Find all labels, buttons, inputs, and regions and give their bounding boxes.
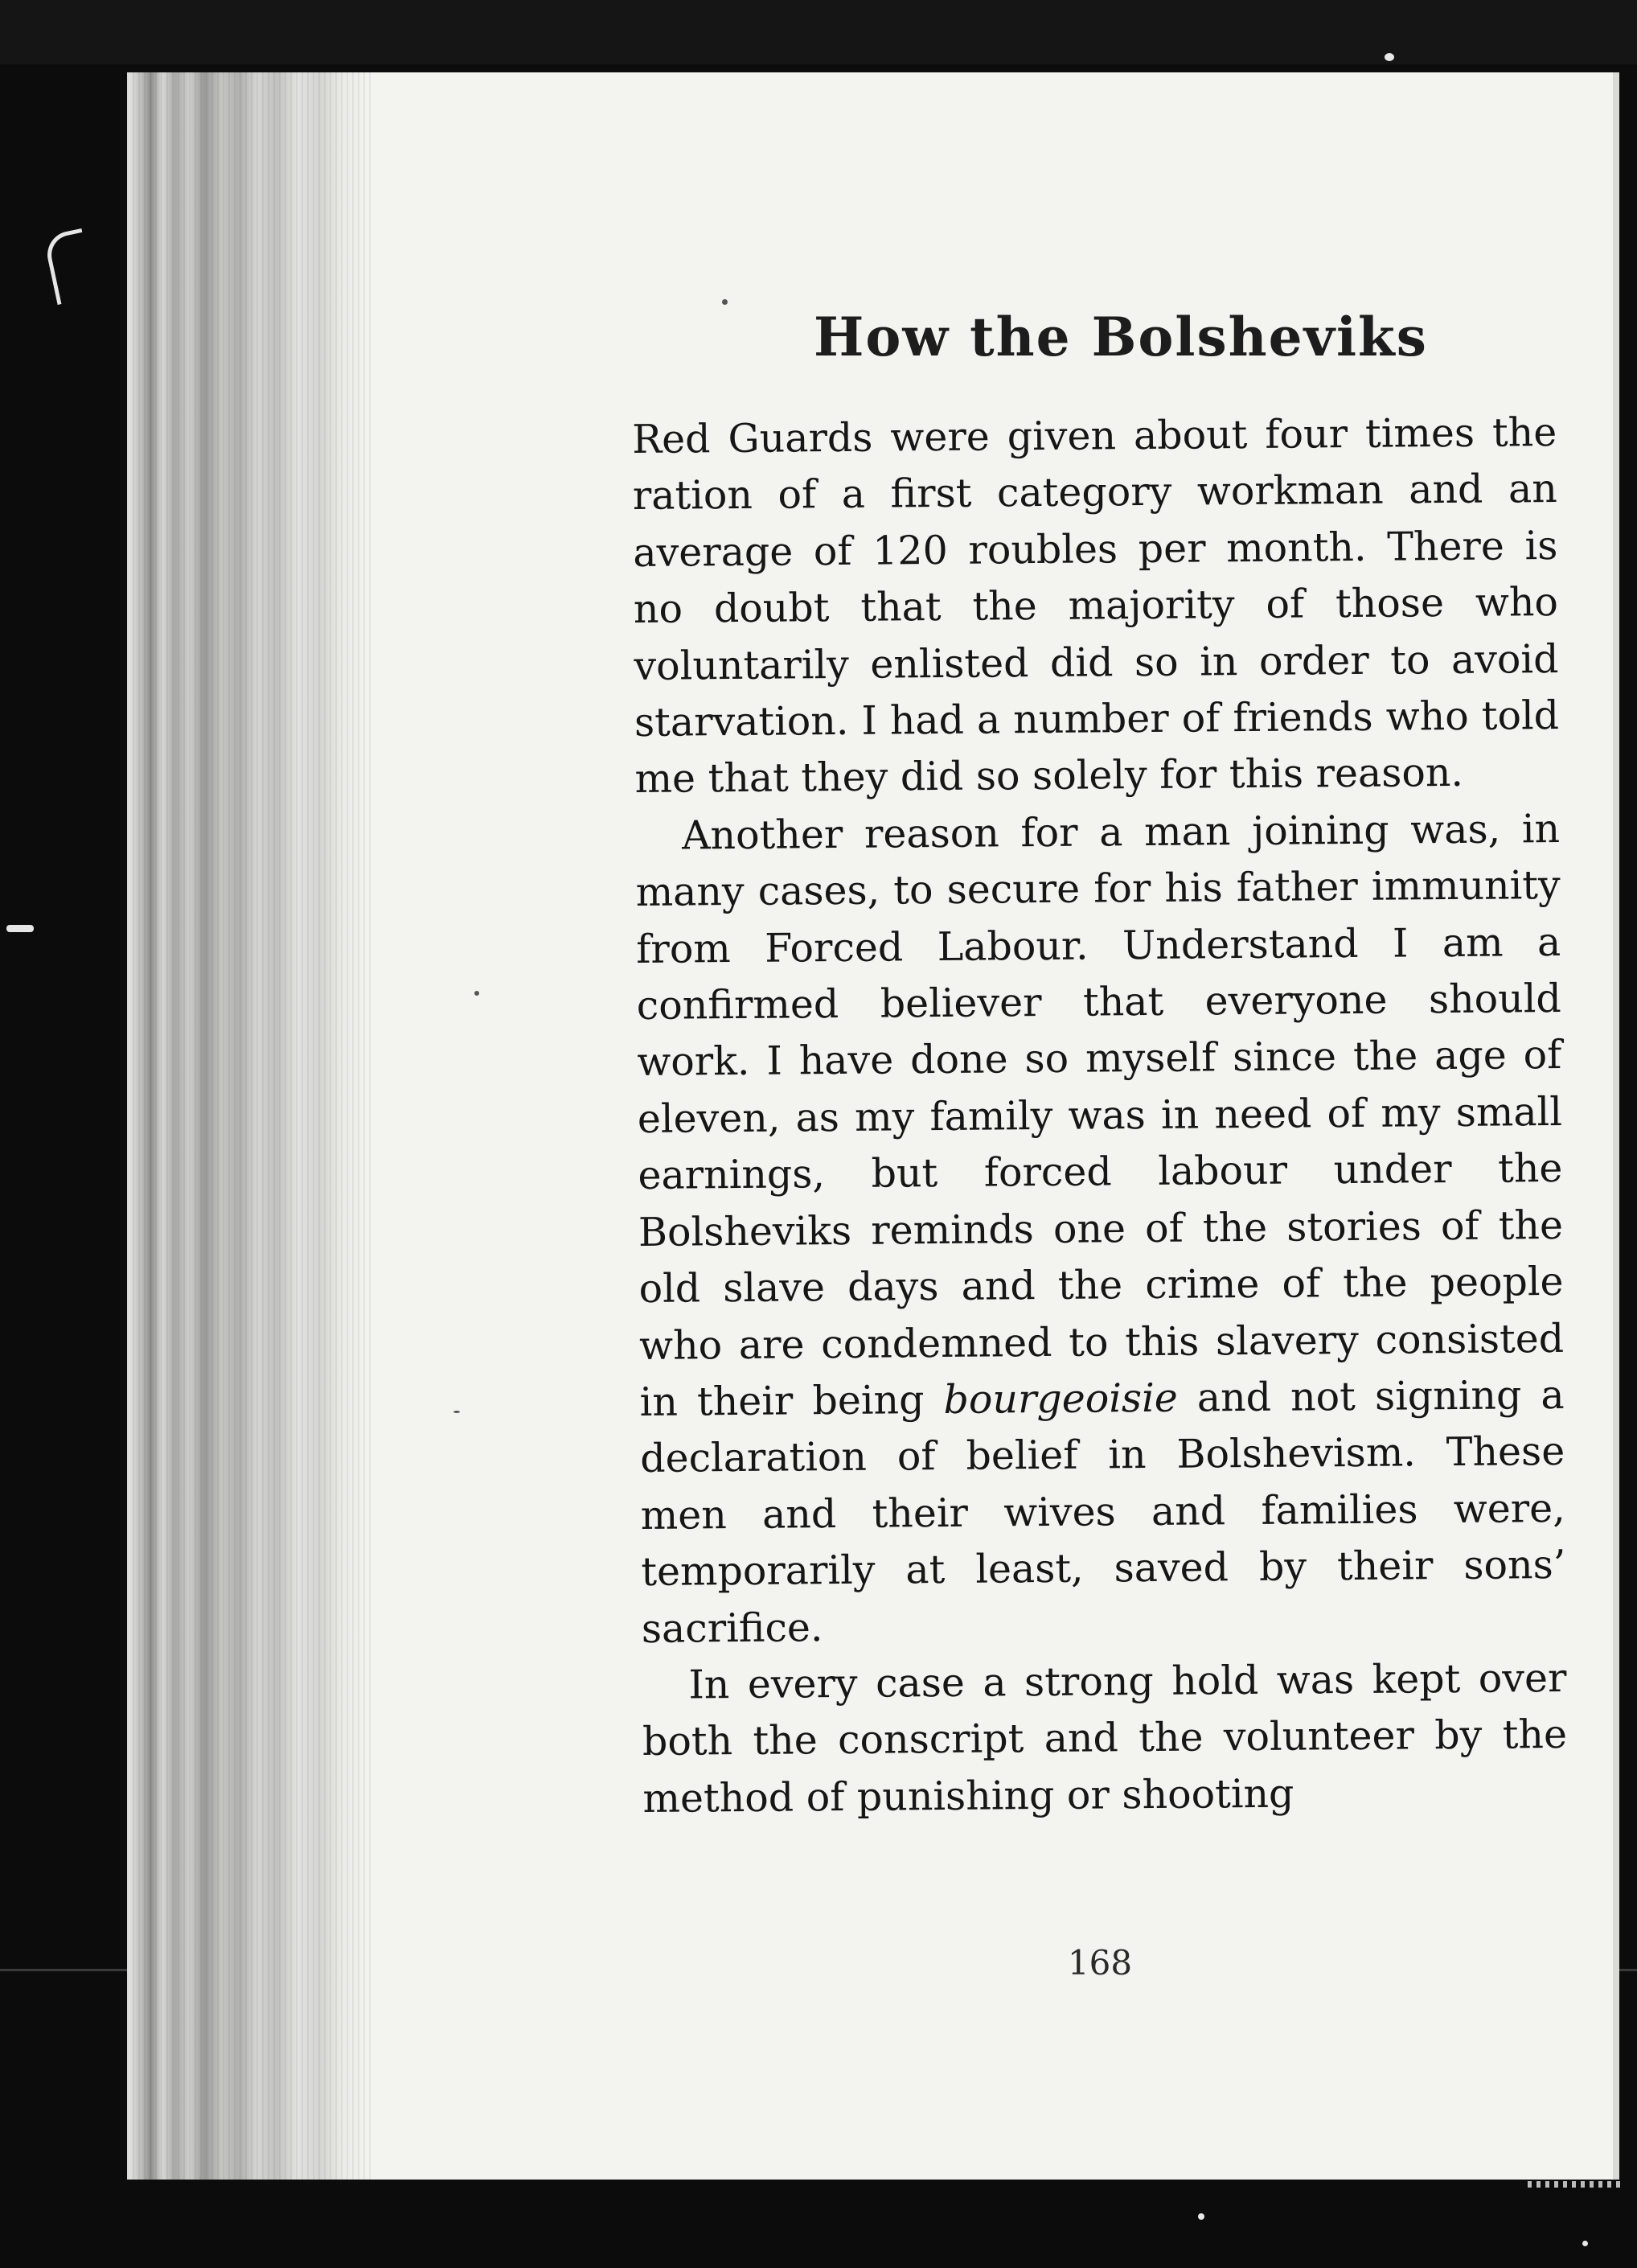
margin-tick-mark (6, 925, 34, 932)
page-speck (453, 1411, 460, 1413)
paragraph-forced-labour (635, 801, 1566, 1658)
page-edges-gutter (127, 72, 372, 2180)
paragraph-text-part: and not signing a declaration of belief in Bolshevism. These men and their wives and families were, temporarily at least, saved by their sons’ sacrifice. (640, 1371, 1566, 1652)
italic-term: bourgeoisie (943, 1374, 1178, 1423)
page-speck (722, 299, 728, 305)
scan-speck (1198, 2213, 1204, 2220)
page-right-edge (1613, 72, 1619, 2180)
running-head: How the Bolsheviks (814, 306, 1428, 368)
scan-edge-dots (1528, 2181, 1624, 2188)
margin-pencil-mark (43, 228, 96, 305)
page-number: 168 (1067, 1943, 1133, 1982)
body-text (632, 405, 1568, 1827)
paragraph-continuation: Red Guards were given about four times the ration of a first category workman and an average of 120 roubles per month. There is no doubt that the majority of those who voluntarily enlisted did so in order to avoid starvation. I had a number of friends who told me that they did so solely for this reason. (632, 409, 1560, 803)
paragraph-text-part: Another reason for a man joining was, in many cases, to secure for his father immunity from Forced Labour. Understand I am a confirmed believer that everyone should work. I have done so myself since the age of eleven, as my family was in need of my small earnings, but forced labour under the Bolsheviks reminds one of the stories of the old slave days and the crime of the people who are condemned to this slavery consisted in their being (635, 805, 1565, 1425)
scan-speck (1385, 53, 1394, 61)
page-speck (474, 991, 479, 996)
scan-speck (1582, 2241, 1588, 2246)
paragraph-control: In every case a strong hold was kept over both the conscript and the volunteer by the method of punishing or shooting (642, 1654, 1568, 1822)
